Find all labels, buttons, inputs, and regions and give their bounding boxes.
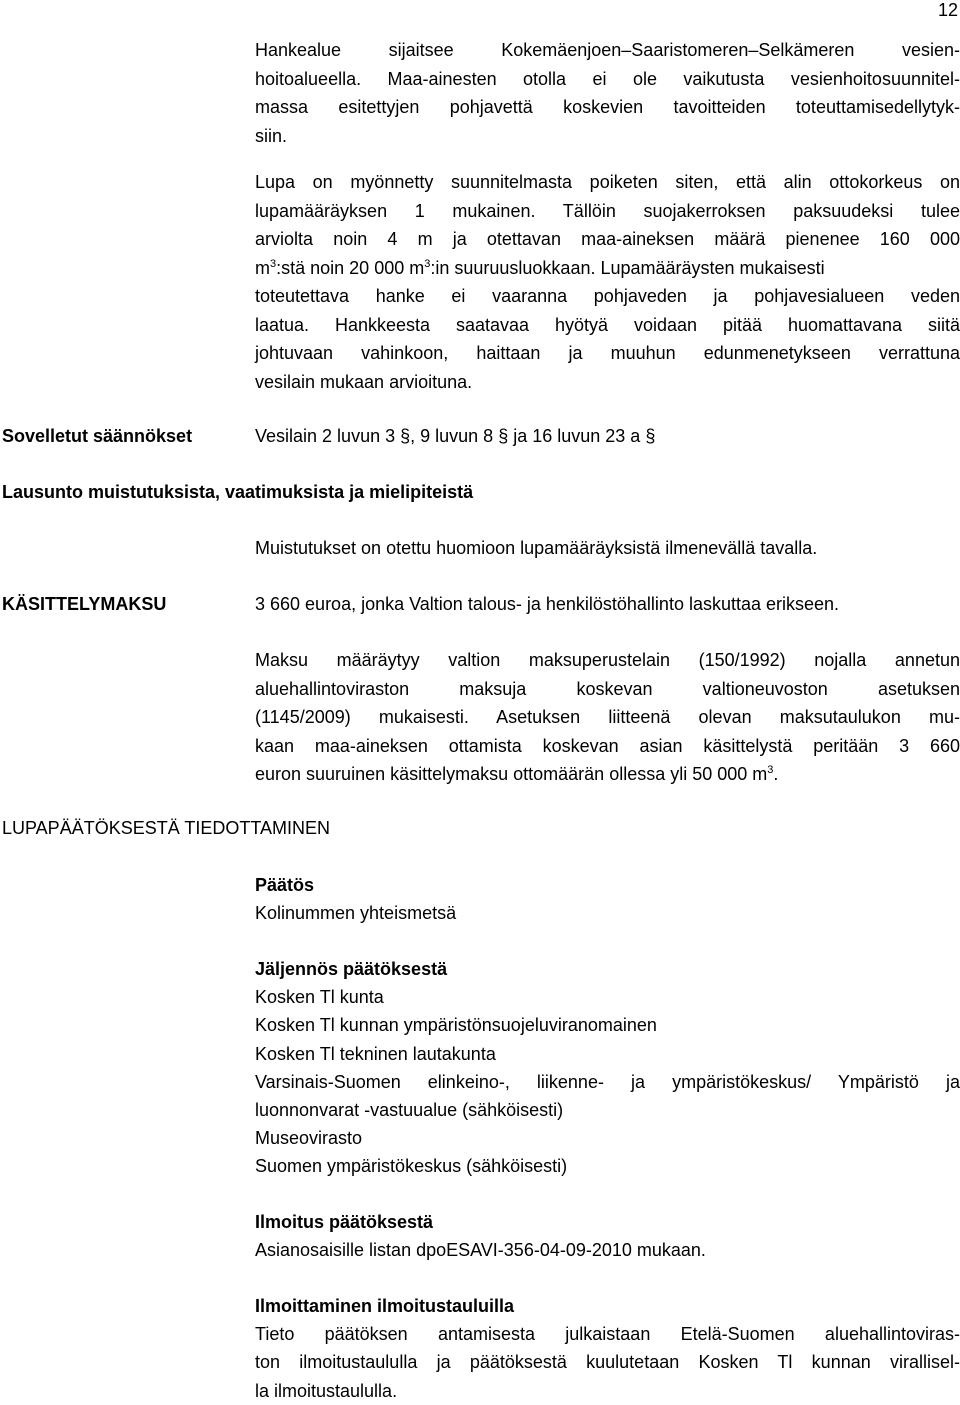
text-fragment: m <box>255 257 270 278</box>
text-line: siin. <box>255 125 288 146</box>
decision-block <box>255 871 960 927</box>
notice-block <box>255 1208 960 1264</box>
decision-title: Päätös <box>255 875 315 895</box>
text-line: vesilain mukaan arvioituna. <box>255 371 473 392</box>
paragraph-permit-deviation <box>255 168 960 396</box>
section-sign: § <box>498 426 509 446</box>
processing-fee-amount: 3 660 euroa, jonka Valtion talous- ja henkilöstöhallinto laskuttaa erikseen. <box>255 594 840 614</box>
copy-recipient: luonnonvarat -vastuualue (sähköisesti) <box>255 1100 564 1121</box>
copy-recipient: Suomen ympäristökeskus (sähköisesti) <box>255 1156 568 1177</box>
copy-recipient: Kosken Tl tekninen lautakunta <box>255 1043 496 1064</box>
paragraph-water-management <box>255 36 960 150</box>
copy-recipient: Kosken Tl kunnan ympäristönsuojeluviranomainen <box>255 1015 657 1036</box>
notice-title: Ilmoitus päätöksestä <box>255 1212 434 1232</box>
superscript: 3 <box>767 764 774 776</box>
superscript: 3 <box>270 257 277 270</box>
copy-recipient: Kosken Tl kunta <box>255 987 384 1008</box>
applied-provisions-text <box>255 422 960 451</box>
text-line: la ilmoitustaululla. <box>255 1380 398 1401</box>
text-fragment: Vesilain 2 luvun 3 <box>255 426 401 446</box>
text-line: arviolta noin 4 m ja otettavan maa-aineksen määrä pienenee 160 000 <box>255 229 960 249</box>
text-line <box>255 254 960 283</box>
statement-heading: Lausunto muistutuksista, vaatimuksista ja mielipiteistä <box>2 482 474 502</box>
processing-fee-heading: KÄSITTELYMAKSU <box>2 594 167 614</box>
page-number: 12 <box>937 0 958 20</box>
text-line: Maksu määräytyy valtion maksuperustelain (150/1992) nojalla annetun <box>255 650 960 670</box>
text-fragment: . <box>773 764 779 784</box>
processing-fee-basis <box>255 646 960 789</box>
text-fragment: , 9 luvun 8 <box>410 426 499 446</box>
notification-heading: LUPAPÄÄTÖKSESTÄ TIEDOTTAMINEN <box>2 818 331 838</box>
text-line: Hankealue sijaitsee Kokemäenjoen–Saaristomeren–Selkämeren vesien- <box>255 40 960 60</box>
text-line: Lupa on myönnetty suunnitelmasta poiketen siten, että alin ottokorkeus on <box>255 172 960 192</box>
text-line: toteutettava hanke ei vaaranna pohjaveden ja pohjavesialueen veden <box>255 286 960 306</box>
text-fragment: euron suuruinen käsittelymaksu ottomäärän ollessa yli 50 000 m <box>255 764 768 784</box>
text-line: kaan maa-aineksen ottamista koskevan asian käsittelystä peritään 3 660 <box>255 735 960 756</box>
notice-text: Asianosaisille listan dpoESAVI-356-04-09-2010 mukaan. <box>255 1240 706 1261</box>
bulletin-title: Ilmoittaminen ilmoitustauluilla <box>255 1296 515 1316</box>
text-fragment: :stä noin 20 000 m <box>276 257 425 278</box>
copy-recipient: Varsinais-Suomen elinkeino-, liikenne- ja ympäristökeskus/ Ympäristö ja <box>255 1071 960 1092</box>
text-fragment: ja 16 luvun 23 a <box>508 426 646 446</box>
text-line: lupamääräyksen 1 mukainen. Tällöin suojakerroksen paksuudeksi tulee <box>255 200 960 221</box>
copy-title: Jäljennös päätöksestä <box>255 959 448 979</box>
text-line: ton ilmoitustaululla ja päätöksestä kuulutetaan Kosken Tl kunnan virallisel- <box>255 1352 960 1373</box>
text-line <box>255 760 960 789</box>
text-line: aluehallintoviraston maksuja koskevan valtioneuvoston asetuksen <box>255 678 960 699</box>
text-line: (1145/2009) mukaisesti. Asetuksen liitteenä olevan maksutaulukon mu- <box>255 707 960 727</box>
section-sign: § <box>645 426 656 446</box>
copy-block <box>255 955 960 1181</box>
statement-text: Muistutukset on otettu huomioon lupamääräyksistä ilmenevällä tavalla. <box>255 538 818 558</box>
text-line: Tieto päätöksen antamisesta julkaistaan Etelä-Suomen aluehallintoviras- <box>255 1324 960 1345</box>
superscript: 3 <box>424 257 431 270</box>
applied-provisions-heading: Sovelletut säännökset <box>2 426 193 446</box>
bulletin-block <box>255 1292 960 1405</box>
section-sign: § <box>400 426 411 446</box>
copy-recipient: Museovirasto <box>255 1128 363 1149</box>
text-line: laatua. Hankkeesta saatavaa hyötyä voidaan pitää huomattavana siitä <box>255 314 960 335</box>
text-line <box>255 422 960 451</box>
decision-recipient: Kolinummen yhteismetsä <box>255 903 457 924</box>
text-line: hoitoalueella. Maa-ainesten otolla ei ole vaikutusta vesienhoitosuunnitel- <box>255 68 960 89</box>
text-line: massa esitettyjen pohjavettä koskevien tavoitteiden toteuttamisedellytyk- <box>255 97 960 117</box>
text-fragment: :in suuruusluokkaan. Lupamääräysten mukaisesti <box>430 257 825 278</box>
text-line: johtuvaan vahinkoon, haittaan ja muuhun edunmenetykseen verrattuna <box>255 343 960 363</box>
